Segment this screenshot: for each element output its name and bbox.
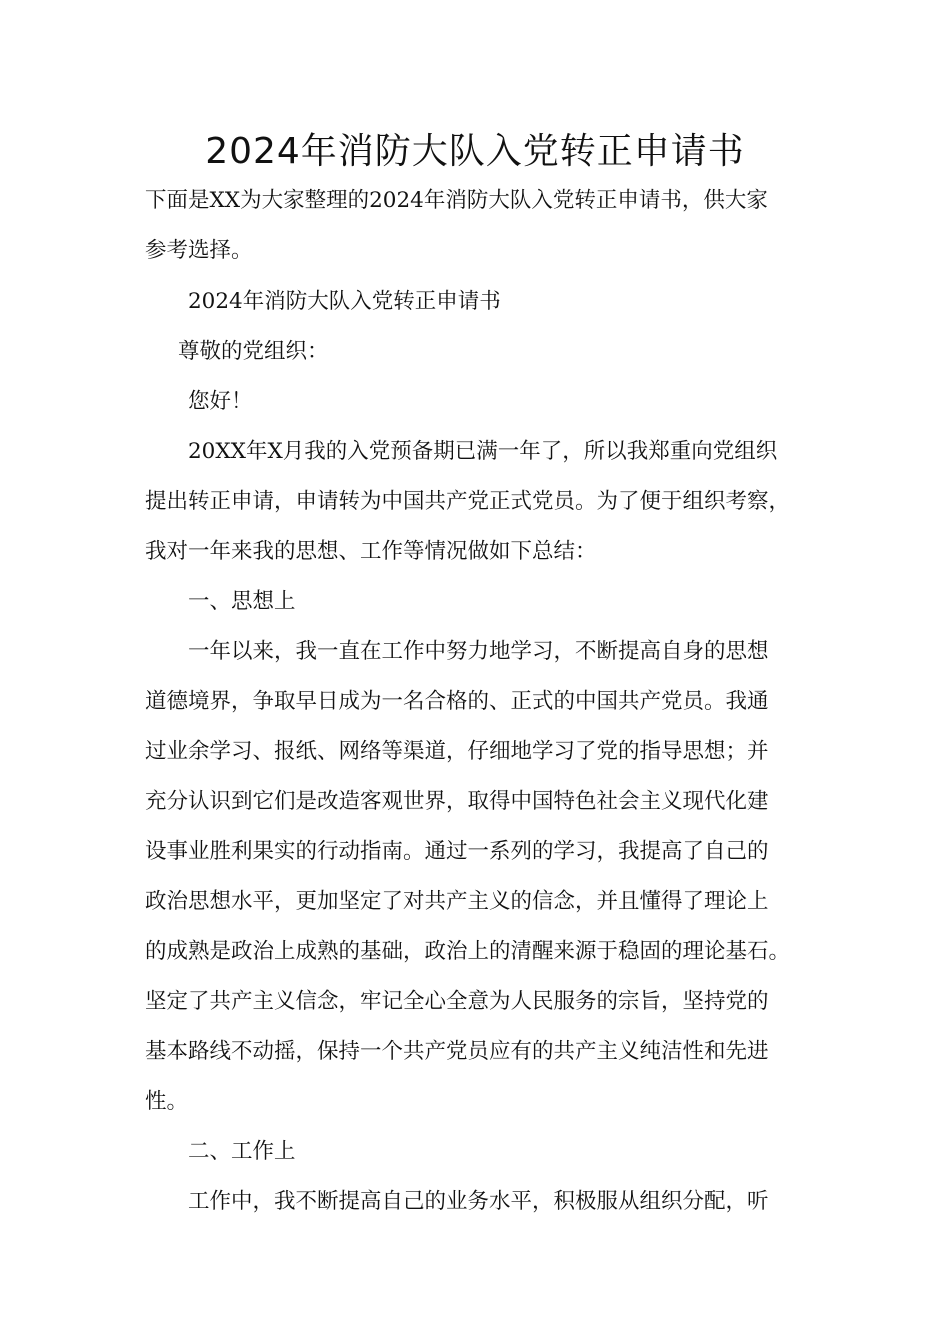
- body-line: 设事业胜利果实的行动指南。通过一系列的学习，我提高了自己的: [145, 839, 769, 864]
- body-line: 一年以来，我一直在工作中努力地学习，不断提高自身的思想: [188, 639, 769, 664]
- greeting-line: 您好！: [188, 389, 253, 414]
- body-line: 20XX年X月我的入党预备期已满一年了，所以我郑重向党组织: [188, 439, 778, 464]
- body-line: 下面是XX为大家整理的2024年消防大队入党转正申请书，供大家: [145, 188, 768, 213]
- section-heading: 二、工作上: [188, 1139, 296, 1164]
- body-line: 的成熟是政治上成熟的基础，政治上的清醒来源于稳固的理论基石。: [145, 939, 791, 964]
- body-line: 性。: [145, 1089, 189, 1114]
- salutation-line: 尊敬的党组织：: [178, 339, 329, 364]
- subtitle-line: 2024年消防大队入党转正申请书: [188, 289, 501, 314]
- body-line: 充分认识到它们是改造客观世界，取得中国特色社会主义现代化建: [145, 789, 769, 814]
- body-line: 政治思想水平，更加坚定了对共产主义的信念，并且懂得了理论上: [145, 889, 769, 914]
- body-line: 道德境界，争取早日成为一名合格的、正式的中国共产党员。我通: [145, 689, 769, 714]
- body-line: 我对一年来我的思想、工作等情况做如下总结：: [145, 539, 597, 564]
- body-line: 过业余学习、报纸、网络等渠道，仔细地学习了党的指导思想；并: [145, 739, 769, 764]
- body-line: 参考选择。: [145, 238, 253, 263]
- body-line: 工作中，我不断提高自己的业务水平，积极服从组织分配，听: [188, 1189, 769, 1214]
- body-line: 坚定了共产主义信念，牢记全心全意为人民服务的宗旨，坚持党的: [145, 989, 769, 1014]
- body-line: 提出转正申请，申请转为中国共产党正式党员。为了便于组织考察，: [145, 489, 791, 514]
- body-line: 基本路线不动摇，保持一个共产党员应有的共产主义纯洁性和先进: [145, 1039, 769, 1064]
- section-heading: 一、思想上: [188, 589, 296, 614]
- document-title: 2024年消防大队入党转正申请书: [205, 131, 745, 172]
